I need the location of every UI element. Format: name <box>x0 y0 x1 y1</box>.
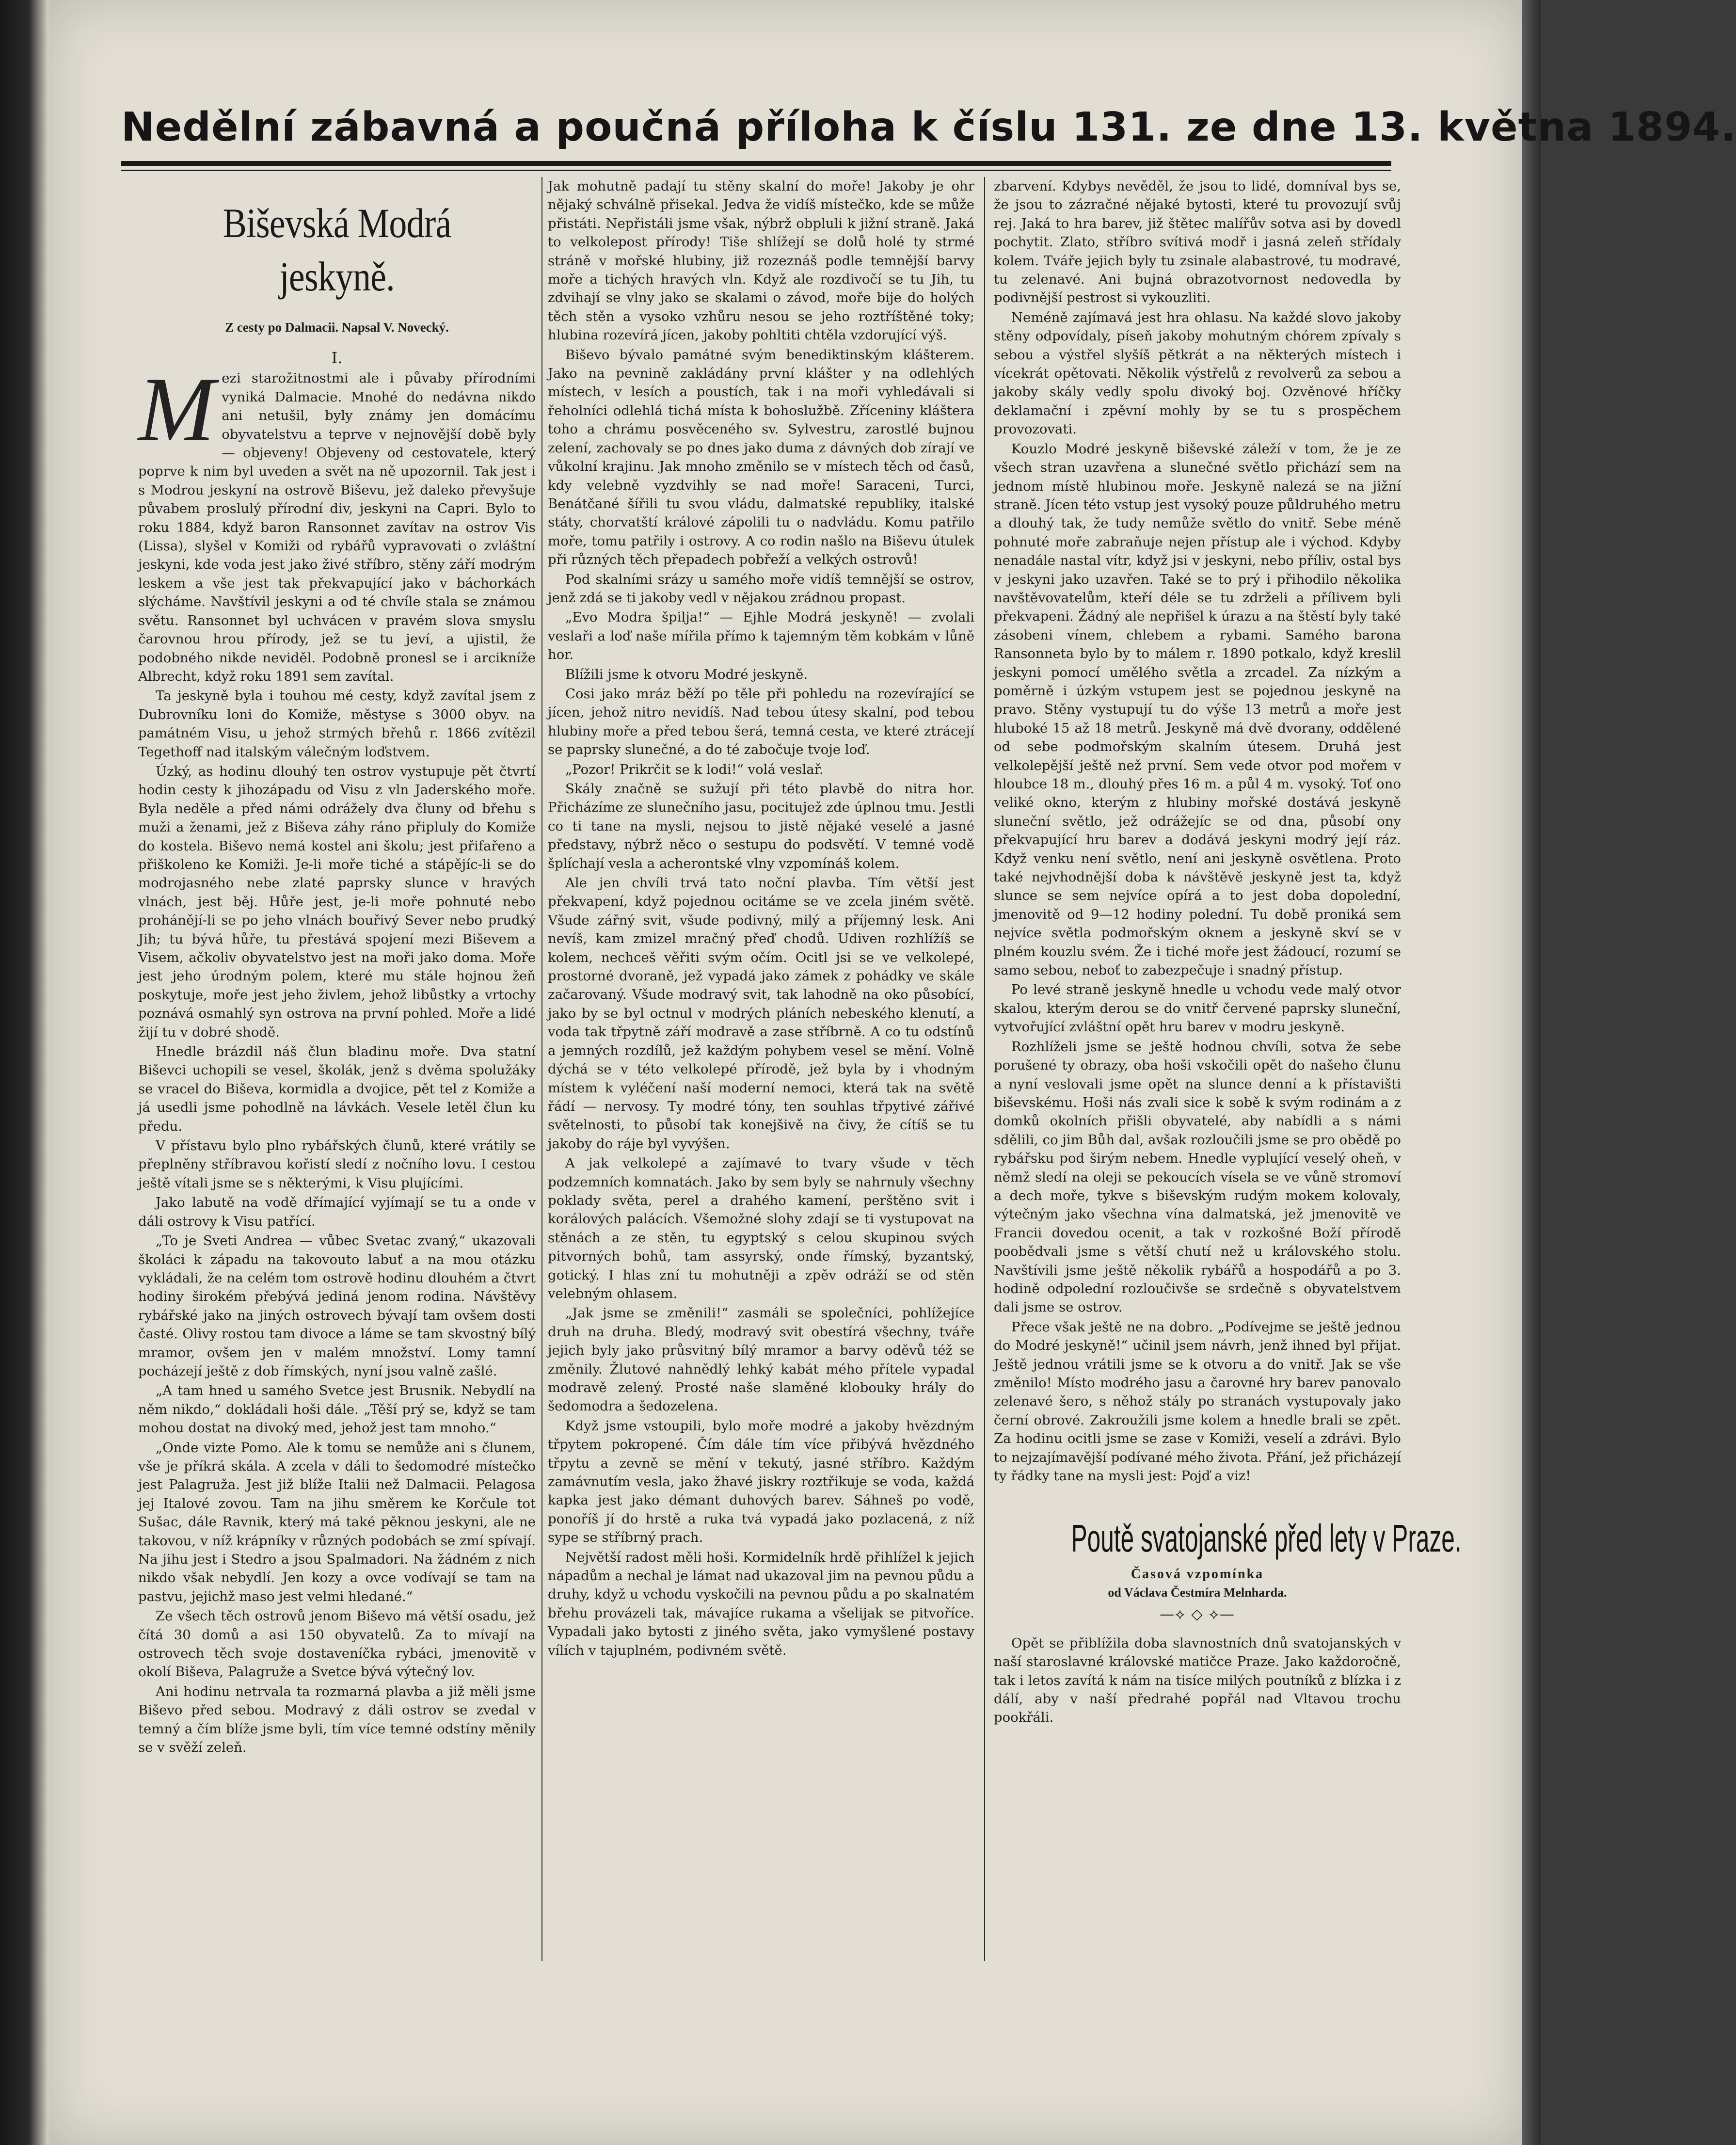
paragraph: Cosi jako mráz běží po těle při pohledu na rozevírající se jícen, jehož nitro nevidíš. Nad tebou útesy skalní, pod tebou hlubiny moře a před tebou šerá, temná cesta, ve které ztrácejí se paprsky slunečné, a do té zabočuje tvoje loď. <box>548 686 974 758</box>
paragraph: Ani hodinu netrvala ta rozmarná plavba a již měli jsme Biševo před sebou. Modravý z dáli ostrov se zvedal v temný a čím blíže jsme byli, tím více temné odstíny měnily se v svěží zeleň. <box>138 1683 536 1756</box>
column-1 <box>138 177 536 1971</box>
second-article-body <box>994 1634 1401 1727</box>
paragraph: Jako labutě na vodě dřímající vyjímají se tu a onde v dáli ostrovy k Visu patřící. <box>138 1195 536 1229</box>
article-byline: Z cesty po Dalmacii. Napsal V. Novecký. <box>225 320 449 335</box>
paragraph: „Onde vizte Pomo. Ale k tomu se nemůže ani s člunem, vše je příkrá skála. A zcela v dáli to šedomodré místečko jest Palagruža. Jest již blíže Italii než Dalmacii. Pelagosa jej Italové zovou. Tam na jihu směrem ke Korčule tot Sušac, dále Ravnik, který má také pěknou jeskyni, ale ne takovou, v níž krápníky v různých podobách se zmí spívají. Na jihu jest i Stedro a jsou Spalmadori. Na žádném z nich nikdo však nebydlí. Jen kozy a ovce vodívají se tam na pastvu, jejichž maso jest velmi hledané.“ <box>138 1440 536 1604</box>
paragraph: Ze všech těch ostrovů jenom Biševo má větší osadu, jež čítá 30 domů a asi 150 obyvatelů. Za to mívají na ostrovech těch svoje dostaveníčka rybáci, jmenovitě v okolí Biševa, Palagruže a Svetce bývá výtečný lov. <box>138 1608 536 1680</box>
paragraph: Úzký, as hodinu dlouhý ten ostrov vystupuje pět čtvrtí hodin cesty k jihozápadu od Visu z vln Jaderského moře. Byla neděle a před námi odrážely dva čluny od břehu s muži a ženami, jež z Biševa záhy ráno připluly do Komiže do kostela. Biševo nemá kostel ani školu; jest přifařeno a přiškoleno ke Komiži. Je-li moře tiché a stápějíc-li se do modrojasného nebe zlaté paprsky slunce v hravých vlnách, jest běj. Hůře jest, je-li moře pohnuté nebo prohánějí-li se po jeho vlnách bouřivý Sever nebo prudký Jih; tu bývá hůře, tu přestává spojení mezi Biševem a Visem, ačkoliv obyvatelstvo jest na moři jako doma. Moře jest jeho úrodným polem, které mu stále hojnou žeň poskytuje, moře jest jeho živlem, jehož libůstky a vrtochy poznává osmahlý syn ostrova na první pohled. Moře a lidé žijí tu v dobré shodě. <box>138 763 536 1040</box>
paragraph: Když jsme vstoupili, bylo moře modré a jakoby hvězdným třpytem pokropené. Čím dále tím více přibývá hvězdného třpytu a zevně se mění v tekutý, jasné stříbro. Každým zamávnutím vesla, jako žhavé jiskry roztřikuje se voda, každá kapka jest jako démant duhových barev. Sáhneš po vodě, ponoříš jí do hrstě a ruka tvá vypadá jako pozlacená, z níž sype se stříbrný prach. <box>548 1418 974 1546</box>
paragraph: A jak velkolepé a zajímavé to tvary všude v těch podzemních komnatách. Jako by sem byly se nahrnuly všechny poklady světa, perel a drahého kamení, perštěno svit i korálových palácích. Všemožné slohy zdají se ti vystupovat na stěnách a ze stěn, tu egyptský s celou skupinou svých pitvorných bohů, tam assyrský, onde římský, byzantský, gotický. I hlas zní tu mohutněji a zpěv odráží se od stěn velebným ohlasem. <box>548 1155 974 1301</box>
paragraph: Ale jen chvíli trvá tato noční plavba. Tím větší jest překvapení, když pojednou ocitáme se ve zcela jiném světě. Všude zářný svit, všude podivný, milý a příjemný lesk. Ani nevíš, kam zmizel mračný přeď chodů. Udiven rozhlížíš se kolem, nechceš věřiti svým očím. Ocitl jsi se ve velkolepé, prostorné dvoraně, jež vypadá jako zámek z pohádky ve skále začarovaný. Všude modravý svit, tak lahodně na oko působící, jako by se byl octnul v modrých pláních nebeského klenutí, a voda tak třpytně září modravě a zase stříbrně. A co tu odstínů a jemných rozdílů, jež každým pohybem vesel se mění. Volně dýchá se v této velkolepé přírodě, jež byla by i vhodným místem k vyléčení naší moderní nemoci, která tak na světě řádí — nervosy. Ty modré tóny, ten souhlas třpytivé zářivé světelnosti, to působí tak konejšivě na čivy, že cítíš se tu jakoby do ráje byl vyvýšen. <box>548 875 974 1152</box>
paragraph: Rozhlíželi jsme se ještě hodnou chvíli, sotva že sebe porušené ty obrazy, oba hoši vskočili opět do našeho člunu a nyní veslovali jsme opět na slunce denní a k přístavišti biševskému. Hoši nás zvali sice k sobě k svým rodinám a z domků okolních přišli obyvatelé, aby nabídli a s námi sdělili, co jim Bůh dal, avšak rozloučili jsme se pro obědě po rybářsku pod širým nebem. Hnedle vyplující veselý oheň, v němž sledí na oleji se pekoucích vísela se ve vůně stromoví a dech moře, tykve s biševským rudým mokem kolovaly, výtečným jako všechna vína dalmatská, jež jmenovitě ve Francii dovedou ocenit, a tak v rozkošné Boží přírodě poobědvali jsme s větší chutí než u královského stolu. Navštívili jsme ještě několik rybářů a hospodářů a po 3. hodině odpolední rozloučivše se srdečně s obyvatelstvem dali jsme se ostrov. <box>994 1039 1401 1315</box>
paragraph: Po levé straně jeskyně hnedle u vchodu vede malý otvor skalou, kterým derou se do vnitř červené paprsky sluneční, vytvořující zvláštní opět hru barev v modru jeskyně. <box>994 982 1401 1035</box>
paragraph: Blížili jsme k otvoru Modré jeskyně. <box>565 666 808 682</box>
column-divider <box>984 177 985 1961</box>
paragraph: „Jak jsme se změnili!“ zasmáli se společníci, pohlížejíce druh na druha. Bledý, modravý svit obestírá všechny, tváře jejich byly jako průsvitný bílý mramor a barvy oděvů též se změnily. Žlutové nahnědlý lehký kabát mého přítele vypadal modravě zelený. Prosté naše slaměné klobouky hrály do šedomodra a šedozelena. <box>548 1305 974 1414</box>
paragraph: „Evo Modra špilja!“ — Ejhle Modrá jeskyně! — zvolali veslaři a loď naše mířila přímo k tajemným těm kobkám v lůně hor. <box>548 609 974 663</box>
paragraph: Skály značně se sužují při této plavbě do nitra hor. Přicházíme ze slunečního jasu, pocitujež zde úplnou tmu. Jestli co ti tane na mysli, nejsou to jistě nějaké veselé a jasné představy, nýbrž něco o sestupu do podsvětí. V temné vodě šplíchají vesla a acherontské vlny vzpomínáš kolem. <box>548 781 974 871</box>
section-number: I. <box>331 349 343 367</box>
article-title: Biševská Modrá jeskyně. <box>223 200 451 300</box>
page-header: Nedělní zábavná a poučná příloha k číslu 131. ze dne 13. května 1894. <box>121 104 1736 150</box>
second-article-byline: od Václava Čestmíra Melnharda. <box>1108 1585 1287 1600</box>
header-rule <box>121 161 1391 166</box>
paragraph: Neméně zajímavá jest hra ohlasu. Na každé slovo jakoby stěny odpovídaly, píseň jakoby mohutným chórem zpívaly s sebou a výstřel slyšíš pětkrát a na některých místech i vícekrát opětovati. Několik výstřelů z revolverů za sebou a jakoby skály vedly spolu divoký boj. Ozvěnové hříčky deklamační i zpěvní mohly by se tu s prospěchem provozovati. <box>994 309 1401 437</box>
paragraph: „Pozor! Prikrčit se k lodi!“ volá veslař. <box>565 761 824 777</box>
paragraph: „A tam hned u samého Svetce jest Brusnik. Nebydlí na něm nikdo,“ dokládali hoši dále. „Těší prý se, když se tam mohou dostat na divoký med, jehož jest tam mnoho.“ <box>138 1383 536 1436</box>
second-article-subtitle: Časová vzpomínka <box>1131 1567 1264 1582</box>
paragraph: Pod skalními srázy u samého moře vidíš temnější se ostrov, jenž zdá se ti jakoby vedl v nějakou zrádnou propast. <box>548 571 974 606</box>
paragraph: Jak mohutně padají tu stěny skalní do moře! Jakoby je ohr nějaký schválně přisekal. Jedva že vidíš místečko, kde se může přistáti. Nepřistáli jsme však, nýbrž obpluli k jižní straně. Jaká to velkolepost přírody! Tiše shlížejí se dolů holé ty strmé stráně v mořské hlubiny, již rozeznáš podle temnější barvy moře a tichých hravých vln. Když ale rozdivočí se tu Jih, tu zdvihají se vlny jako se skalami o závod, moře bije do holých těch stěn a vysoko vzhůru nesou se jeho roztříštěné toky; hlubina rozevírá jícen, jakoby pohltiti chtěla vzdorující výš. <box>548 178 974 343</box>
paragraph: Největší radost měli hoši. Kormidelník hrdě přihlížel k jejich nápadům a nechal je lámat nad ukazoval jim na pevnou půdu a druhy, když u vchodu vyskočili na pevnou půdu a po skalnatém břehu provázeli tak, mávajíce rukama a všelijak se pitvoříce. Vypadali jako bytosti z jiného světa, jako vymyšlené postavy vílích v tajuplném, podivném světě. <box>548 1549 974 1658</box>
paragraph: Přece však ještě ne na dobro. „Podívejme se ještě jednou do Modré jeskyně!“ učinil jsem návrh, jenž ihned byl přijat. Ještě jednou vrátili jsme se k otvoru a do vnitř. Jak se vše změnilo! Místo modrého jasu a čarovné hry barev panovalo zelenavé šero, s něhož stály po stranách vystupovaly jako černí obrové. Zakroužili jsme kolem a hnedle brali se zpět. Za hodinu ocitli jsme se zase v Komiži, veselí a zdrávi. Bylo to nejzajímavější podívané mého života. Přání, jež přicházejí ty řádky tane na mysli jest: Pojď a viz! <box>994 1319 1401 1484</box>
paragraph: ezi starožitnostmi ale i půvaby přírodními vyniká Dalmacie. Mnohé do nedávna nikdo ani netušil, byly známy jen domácímu obyvatelstvu a teprve v nejnovější době byly — objeveny! Objeveny od cestovatele, který poprve k nim byl uveden a svět na ně upozornil. Tak jest i s Modrou jeskyní na ostrově Biševu, jež daleko převyšuje půvabem proslulý přírodní div, jeskyni na Capri. Bylo to roku 1884, když baron Ransonnet zavítav na ostrov Vis (Lissa), slyšel v Komiži od rybářů vypravovati o zvláštní jeskyni, kde voda jest jako živé stříbro, stěny září modrým leskem a vše jest tak překvapující jako v báchorkách slýcháme. Navštívil jeskyni a od té chvíle stala se známou světu. Ransonnet byl uchvácen v pravém slova smyslu čarovnou hrou přírody, jež se tu jeví, a ujistil, že podobného nikde neviděl. Podobně pronesl se i arcikníže Albrecht, když roku 1891 sem zavítal. <box>138 370 536 684</box>
column-3 <box>994 177 1462 1971</box>
column-1-body <box>138 359 536 1757</box>
paragraph: V přístavu bylo plno rybářských člunů, které vrátily se přeplněny stříbravou kořistí sledí z nočního lovu. I cestou ještě vítali jsme se s některými, k Visu plujícími. <box>138 1138 536 1191</box>
paragraph: zbarvení. Kdybys nevěděl, že jsou to lidé, domníval bys se, že jsou to zázračné nějaké bytosti, které tu provozují svůj rej. Jaká to hra barev, již štětec malířův sotva asi by dovedl pochytit. Zlato, stříbro svítivá modř i jasná zeleň střídaly kolem. Tváře jejich byly tu zsinale alabastrové, tu modravé, tu zelenavé. Ani bujná obrazotvornost nedovedla by podivnější pestrost si vykouzliti. <box>994 178 1401 306</box>
paragraph: Opět se přiblížila doba slavnostních dnů svatojanských v naší staroslavné královské matičce Praze. Jako každoročně, tak i letos zavítá k nám na tisíce milých poutníků z blízka i z dálí, aby v naší předrahé popřál nad Vltavou trochu pookřáli. <box>994 1635 1401 1726</box>
second-article-title: Poutě svatojanské před lety v Praze. <box>1071 1517 1462 1560</box>
ornament-divider: —⟡ ◇ ⟡— <box>1160 1606 1235 1623</box>
drop-cap: M <box>138 359 215 461</box>
header-rule-thin <box>121 170 1391 171</box>
paragraph: Ta jeskyně byla i touhou mé cesty, když zavítal jsem z Dubrovníku loni do Komiže, městyse s 3000 obyv. na památném Visu, u jehož strmých břehů r. 1866 zvítězil Tegethoff nad italským válečným loďstvem. <box>138 688 536 760</box>
paragraph: Hnedle brázdil náš člun bladinu moře. Dva statní Biševci uchopili se vesel, školák, jenž s dvěma spolužáky se vracel do Biševa, kormidla a dvojice, pět tel z Komiže a já usedli jsme pohodlně na lávkách. Vesele letěl člun ku předu. <box>138 1044 536 1134</box>
column-2 <box>548 177 974 1971</box>
paragraph: Biševo bývalo památné svým benediktinským klášterem. Jako na pevnině zakládány první klášter y na odlehlých místech, v lesích a poustích, tak i na moři vyhledávali si řeholníci odlehlá tichá místa k bohoslužbě. Zříceniny kláštera toho a chrámu posvěceného sv. Sylvestru, zarostlé bujnou zelení, zachovaly se po dnes jako duma z dávných dob zírají ve vůkolní krajinu. Jak mnoho změnilo se v místech těch od časů, kdy velebně vyzdvihly se nad moře! Saraceni, Turci, Benátčané šířili tu svou vládu, dalmatské republiky, italské státy, chorvatští králové zápolili tu o nadvládu. Komu patřilo moře, tomu patřily i ostrovy. A co rodin našlo na Biševu útulek při různých těch přepadech pobřeží a velkých ostrovů! <box>548 347 974 568</box>
column-2-body <box>548 177 974 1660</box>
paragraph: Kouzlo Modré jeskyně biševské záleží v tom, že je ze všech stran uzavřena a slunečné světlo přichází sem na jednom místě hlubinou moře. Jeskyně nalezá se na jižní straně. Jícen této vstup jest vysoký pouze půldruhého metru a dlouhý tak, že tudy nemůže světlo do vnitř. Sebe méně pohnuté moře zabraňuje nejen přístup ale i východ. Kdyby nenadále nastal vítr, když jsi v jeskyni, nebo příliv, ostal bys v jeskyni jako uzavřen. Také se to prý i přihodilo několika navštěvovatelům, kteří déle se tu zdrželi a přílivem byli překvapeni. Žádný ale nepřišel k úrazu a na štěstí byly také zásobeni vínem, chlebem a rybami. Samého barona Ransonneta bylo by to málem r. 1890 potkalo, když kreslil jeskyni pomocí umělého světla a zrcadel. Za nízkým a poměrně i úzkým vstupem jest se pojednou jeskyně na pravo. Stěny vystupují tu do výše 13 metrů a moře jest hluboké 15 až 18 metrů. Jeskyně má dvě dvorany, oddělené od sebe podmořským skalním útesem. Druhá jest velkolepější ještě než první. Sem vede otvor pod mořem v hloubce 18 m., dlouhý přes 16 m. a půl 4 m. vysoký. Toť ono veliké okno, kterým z hlubiny mořské dostává jeskyně sluneční světlo, jež odrážejíc se od dna, působí ony překvapující hru barev a dodává jeskyni modrý její ráz. Když venku není světlo, není ani jeskyně osvětlena. Proto také nejvhodnější doba k návštěvě jeskyně jest ta, když slunce se sem nejvíce opírá a to jest doba dopolední, jmenovitě od 9—12 hodiny polední. Tu době proniká sem nejvíce světla podmořským oknem a jeskyně skví se v plném kouzlu svém. Že i tiché moře jest žádoucí, rozumí se samo sebou, neboť to zabezpečuje i snadný přístup. <box>994 441 1401 978</box>
paragraph: „To je Sveti Andrea — vůbec Svetac zvaný,“ ukazovali školáci k západu na takovouto labuť a na mou otázku vykládali, že na celém tom ostrově hodinu dlouhém a čtvrt hodiny širokém přebývá jediná jenom rodina. Návštěvy rybářské jako na jiných ostrovech bývají tam ovšem dosti časté. Olivy rostou tam divoce a láme se tam skvostný bílý mramor, ovšem jen v malém množství. Lomy tamní pocházejí ještě z dob římských, nyní jsou valně zašlé. <box>138 1233 536 1379</box>
column-3-body <box>994 177 1401 1485</box>
